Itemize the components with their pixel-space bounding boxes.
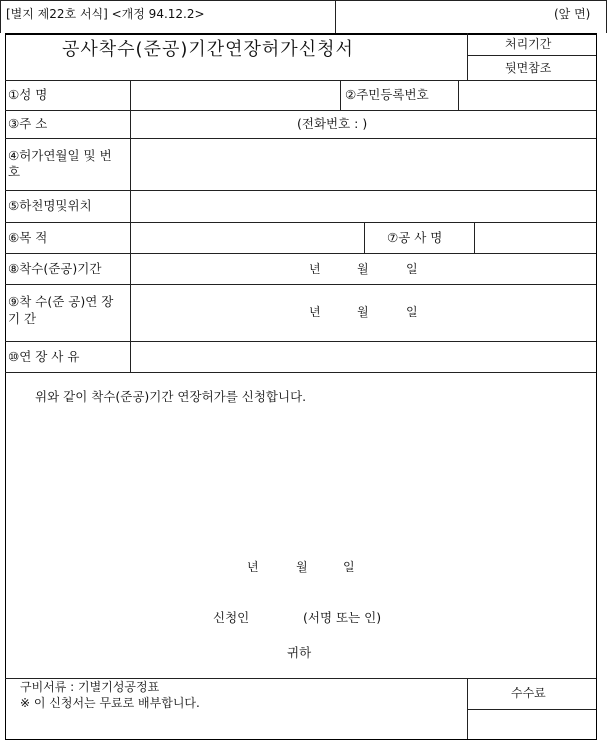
purpose-row-split-1 [364,222,365,253]
row-line-2 [5,110,596,111]
processing-divider [467,33,468,80]
form-number: [별지 제22호 서식] <개정 94.12.2> [6,7,205,21]
fee-label: 수수료 [511,686,546,700]
see-back-label: 뒷면참조 [505,61,552,75]
fee-input[interactable] [468,710,595,738]
phone-label: (전화번호 : ) [297,116,368,131]
label-start-period: ⑧착수(준공)기간 [8,261,102,276]
row-line-10 [5,678,596,679]
address-input[interactable] [131,111,291,137]
purpose-input[interactable] [131,223,363,252]
sign-year-label: 년 [247,560,259,574]
recipient-label: 귀하 [287,645,312,660]
name-row-split-1 [340,80,341,110]
start-year-label: 년 [309,262,321,276]
row-line-7 [5,284,596,285]
label-name: ①성 명 [8,87,48,102]
header-divider [335,0,336,33]
rrn-input[interactable] [459,81,595,109]
sign-day-label: 일 [343,560,355,574]
label-reason: ⑩연 장 사 유 [8,349,80,364]
applicant-label: 신청인 [213,610,250,625]
label-address: ③주 소 [8,116,48,131]
label-rrn: ②주민등록번호 [345,87,429,102]
ext-month-label: 월 [357,305,369,319]
permit-date-input[interactable] [131,139,595,189]
header-left-border [0,0,1,33]
header-top-border [0,0,606,1]
label-permit-date-1: ④허가연월일 및 번 [8,148,112,163]
start-month-label: 월 [357,262,369,276]
form-right-border [596,33,597,740]
applicant-sign-label: (서명 또는 인) [303,610,382,625]
form-title: 공사착수(준공)기간연장허가신청서 [62,39,354,60]
sign-month-label: 월 [296,560,308,574]
label-permit-date-2: 호 [8,164,21,179]
processing-period-label: 처리기간 [505,37,552,51]
name-input[interactable] [131,81,339,109]
form-top-border [5,33,597,35]
application-statement: 위와 같이 착수(준공)기간 연장허가를 신청합니다. [35,389,307,404]
label-river: ⑤하천명및위치 [8,198,92,213]
form-bottom-border [5,739,597,740]
ext-year-label: 년 [309,305,321,319]
ext-day-label: 일 [406,305,418,319]
label-work-name: ⑦공 사 명 [387,230,443,245]
river-input[interactable] [131,191,595,221]
label-ext-period-1: ⑨착 수(준 공)연 장 [8,294,114,309]
label-purpose: ⑥목 적 [8,230,48,245]
required-docs: 구비서류 : 기별기성공정표 [20,680,160,694]
start-day-label: 일 [406,262,418,276]
processing-mid-line [467,55,596,56]
row-line-6 [5,253,596,254]
reason-input[interactable] [131,342,595,371]
free-distribution-note: ※ 이 신청서는 무료로 배부합니다. [20,696,200,710]
page-side-label: (앞 면) [554,7,591,21]
label-ext-period-2: 기 간 [8,311,37,326]
form-left-border [5,33,6,740]
row-line-9 [5,372,596,373]
work-name-input[interactable] [475,223,595,252]
